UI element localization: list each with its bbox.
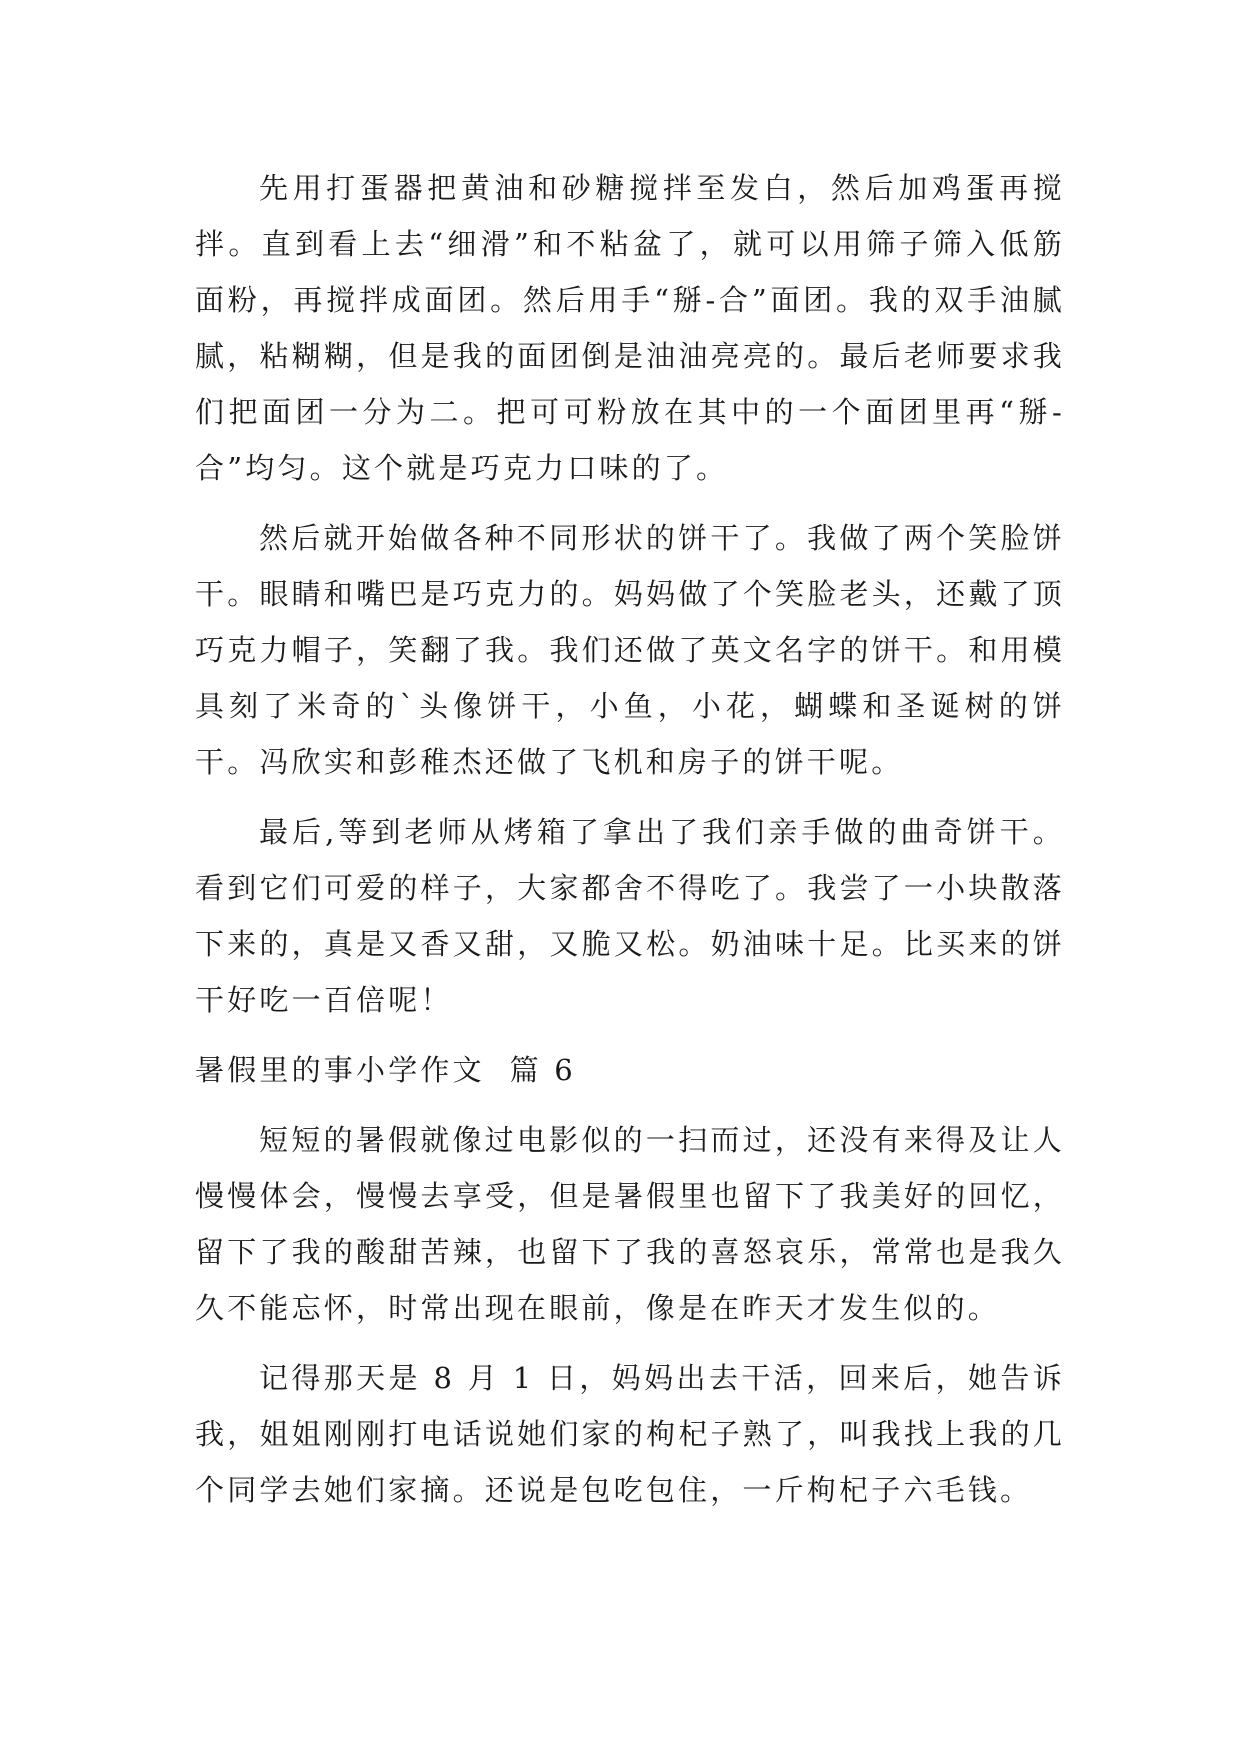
essay-heading: 暑假里的事小学作文 篇 6 [195,1053,576,1087]
paragraph-tasting: 最后,等到老师从烤箱了拿出了我们亲手做的曲奇饼干。看到它们可爱的样子，大家都舍不得吃了。我尝了一小块散落下来的，真是又香又甜，又脆又松。奶油味十足。比买来的饼干好吃一百倍呢！ [195,815,1065,1017]
paragraph-making-dough: 先用打蛋器把黄油和砂糖搅拌至发白，然后加鸡蛋再搅拌。直到看上去“细滑”和不粘盆了，就可以用筛子筛入低筋面粉，再搅拌成面团。然后用手“掰-合”面团。我的双手油腻腻，粘糊糊，但是我的面团倒是油油亮亮的。最后老师要求我们把面团一分为二。把可可粉放在其中的一个面团里再“掰-合”均匀。这个就是巧克力口味的了。 [195,171,1065,485]
paragraph-summer-intro: 短短的暑假就像过电影似的一扫而过，还没有来得及让人慢慢体会，慢慢去享受，但是暑假里也留下了我美好的回忆，留下了我的酸甜苦辣，也留下了我的喜怒哀乐，常常也是我久久不能忘怀，时常出现在眼前，像是在昨天才发生似的。 [195,1123,1065,1325]
document-body [195,160,1065,1532]
paragraph-cookie-shapes: 然后就开始做各种不同形状的饼干了。我做了两个笑脸饼干。眼睛和嘴巴是巧克力的。妈妈做了个笑脸老头，还戴了顶巧克力帽子，笑翻了我。我们还做了英文名字的饼干。和用模具刻了米奇的`头像饼干，小鱼，小花，蝴蝶和圣诞树的饼干。冯欣实和彭稚杰还做了飞机和房子的饼干呢。 [195,521,1065,779]
paragraph-wolfberry: 记得那天是 8 月 1 日，妈妈出去干活，回来后，她告诉我，姐姐刚刚打电话说她们家的枸杞子熟了，叫我找上我的几个同学去她们家摘。还说是包吃包住，一斤枸杞子六毛钱。 [195,1361,1065,1507]
